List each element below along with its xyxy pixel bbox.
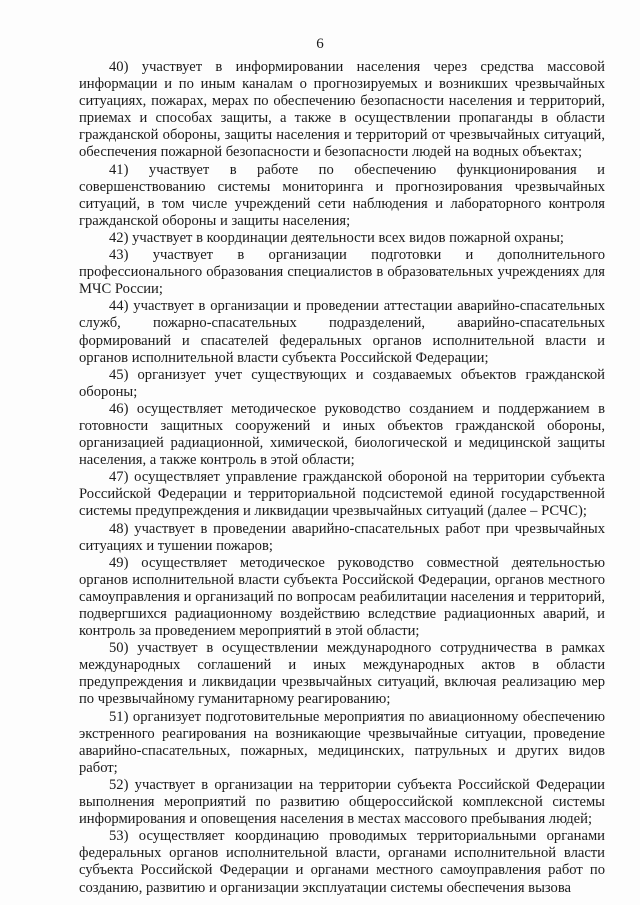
paragraph-item: 49) осуществляет методическое руководство совместной деятельностью органов исполнительной власти субъекта Российской Федерации, органов местного самоуправления и организаций по вопросам реабилитации населения и территорий, подвергшихся радиационному воздействию вследствие радиационных аварий, и контроль за проведением мероприятий в этой области; <box>79 554 605 640</box>
paragraph-item: 50) участвует в осуществлении международного сотрудничества в рамках международных соглашений и иных международных актов в области предупреждения и ликвидации чрезвычайных ситуаций, включая реализацию мер по чрезвычайному гуманитарному реагированию; <box>79 640 605 708</box>
paragraph-item: 44) участвует в организации и проведении аттестации аварийно-спасательных служб, пожарно-спасательных подразделений, аварийно-спасательных формирований и спасателей федеральных органов исполнительной власти и органов исполнительной власти субъекта Российской Федерации; <box>79 298 605 366</box>
document-body <box>79 59 605 897</box>
paragraph-item: 46) осуществляет методическое руководство созданием и поддержанием в готовности защитных сооружений и иных объектов гражданской обороны, организацией радиационной, химической, биологической и медицинской защиты населения, а также контроль в этой области; <box>79 400 605 469</box>
page-number: 6 <box>316 36 324 52</box>
paragraph-item: 43) участвует в организации подготовки и дополнительного профессионального образования специалистов в образовательных учреждениях для МЧС России; <box>79 247 605 298</box>
paragraph-item: 42) участвует в координации деятельности всех видов пожарной охраны; <box>109 229 564 246</box>
paragraph-item: 53) осуществляет координацию проводимых территориальными органами федеральных органов исполнительной власти, органами исполнительной власти субъекта Российской Федерации и органами местного самоуправления работ по созданию, развитию и организации эксплуатации системы обеспечения вызова <box>79 828 605 896</box>
paragraph-item: 41) участвует в работе по обеспечению функционирования и совершенствованию системы мониторинга и прогнозирования чрезвычайных ситуаций, в том числе учреждений сети наблюдения и лабораторного контроля гражданской обороны и защиты населения; <box>79 161 605 229</box>
paragraph-item: 40) участвует в информировании населения через средства массовой информации и по иным каналам о прогнозируемых и возникших чрезвычайных ситуациях, пожарах, мерах по обеспечению безопасности населения и территорий, приемах и способах защиты, а также в осуществлении пропаганды в области гражданской обороны, защиты населения и территорий от чрезвычайных ситуаций, обеспечения пожарной безопасности и безопасности людей на водных объектах; <box>79 59 605 161</box>
paragraph-item: 47) осуществляет управление гражданской обороной на территории субъекта Российской Федерации и территориальной подсистемой единой государственной системы предупреждения и ликвидации чрезвычайных ситуаций (далее – РСЧС); <box>79 469 605 520</box>
paragraph-item: 52) участвует в организации на территории субъекта Российской Федерации выполнения мероприятий по развитию общероссийской комплексной системы информирования и оповещения населения в местах массового пребывания людей; <box>79 776 605 828</box>
paragraph-item: 45) организует учет существующих и создаваемых объектов гражданской обороны; <box>79 366 605 400</box>
paragraph-item: 51) организует подготовительные мероприятия по авиационному обеспечению экстренного реагирования на возникающие чрезвычайные ситуации, проведение аварийно-спасательных, пожарных, медицинских, патрульных и других видов работ; <box>79 708 605 776</box>
paragraph-item: 48) участвует в проведении аварийно-спасательных работ при чрезвычайных ситуациях и тушении пожаров; <box>79 520 605 554</box>
